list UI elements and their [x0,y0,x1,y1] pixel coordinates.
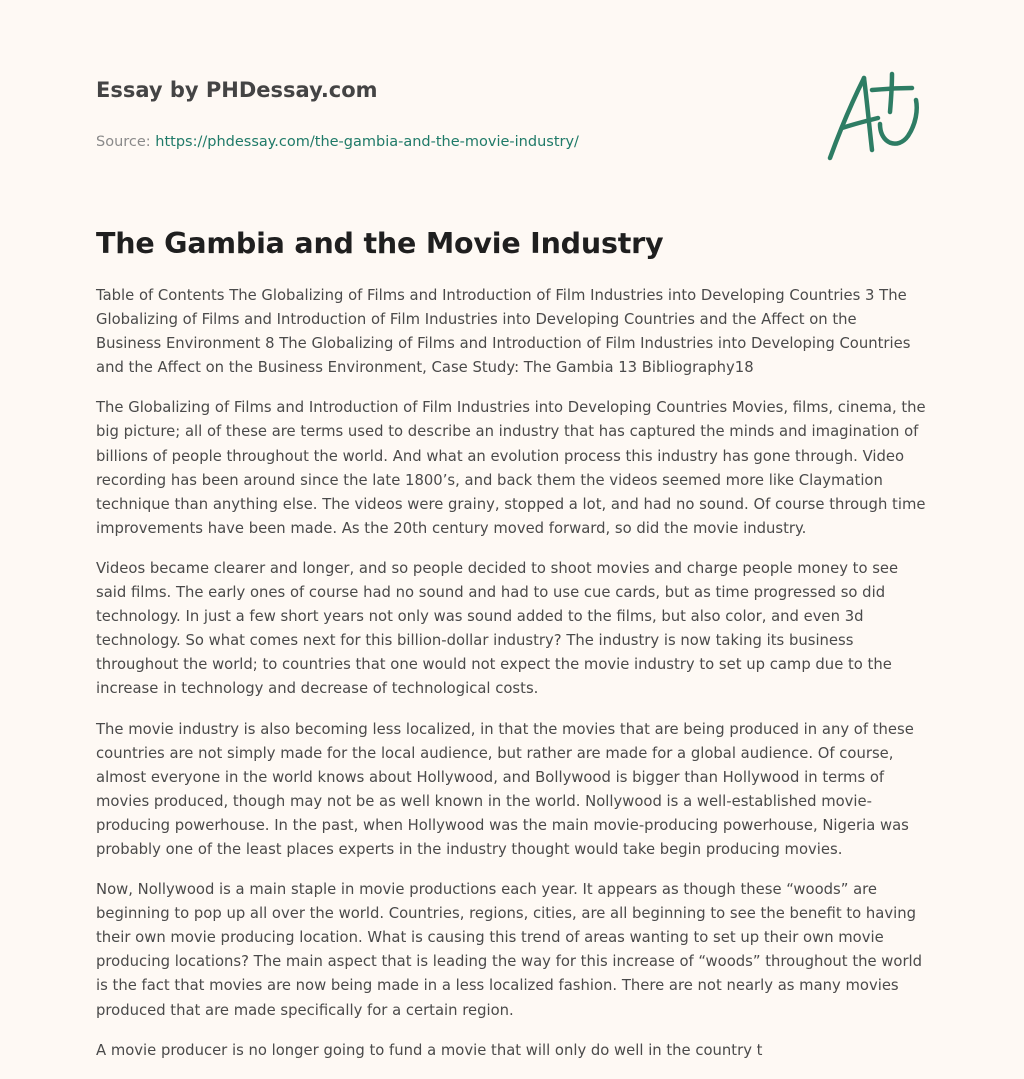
a-plus-icon [820,66,930,166]
source-label: Source: [96,134,151,150]
essay-body [96,284,926,1079]
paragraph: Table of Contents The Globalizing of Films and Introduction of Film Industries into Developing Countries 3 The Globalizing of Films and Introduction of Film Industries into Developing Countries and the Affect on the Business Environment 8 The Globalizing of Films and Introduction of Film Industries into Developing Countries and the Affect on the Business Environment, Case Study: The Gambia 13 Bibliography18 [96,287,911,377]
paragraph: The Globalizing of Films and Introduction of Film Industries into Developing Countries Movies, films, cinema, the big picture; all of these are terms used to describe an industry that has captured the minds and imagination of billions of people throughout the world. And what an evolution process this industry has gone through. Video recording has been around since the late 1800’s, and back them the videos seemed more like Claymation technique than anything else. The videos were grainy, stopped a lot, and had no sound. Of course through time improvements have been made. As the 20th century moved forward, so did the movie industry. [96,399,926,537]
paragraph: The movie industry is also becoming less localized, in that the movies that are being produced in any of these countries are not simply made for the local audience, but rather are made for a global audience. Of course, almost everyone in the world knows about Hollywood, and Bollywood is bigger than Hollywood in terms of movies produced, though may not be as well known in the world. Nollywood is a well-established movie-producing powerhouse. In the past, when Hollywood was the main movie-producing powerhouse, Nigeria was probably one of the least places experts in the industry thought would take begin producing movies. [96,720,914,858]
source-link[interactable]: https://phdessay.com/the-gambia-and-the-movie-industry/ [155,134,579,150]
paragraph: Now, Nollywood is a main staple in movie productions each year. It appears as though these “woods” are beginning to pop up all over the world. Countries, regions, cities, are all beginning to see the benefit to having their own movie producing location. What is causing this trend of areas wanting to set up their own movie producing locations? The main aspect that is leading the way for this increase of “woods” throughout the world is the fact that movies are now being made in a less localized fashion. There are not nearly as many movies produced that are made specifically for a certain region. [96,881,923,1019]
essay-title: The Gambia and the Movie Industry [96,227,664,260]
source-line [96,132,796,152]
site-brand: Essay by PHDessay.com [96,78,378,102]
paragraph: Videos became clearer and longer, and so people decided to shoot movies and charge people money to see said films. The early ones of course had no sound and had to use cue cards, but as time progressed so did technology. In just a few short years not only was sound added to the films, but also color, and even 3d technology. So what comes next for this billion-dollar industry? The industry is now taking its business throughout the world; to countries that one would not expect the movie industry to set up camp due to the increase in technology and decrease of technological costs. [96,559,899,698]
paragraph: A movie producer is no longer going to fund a movie that will only do well in the country t [96,1041,763,1059]
essay-header [96,76,796,152]
